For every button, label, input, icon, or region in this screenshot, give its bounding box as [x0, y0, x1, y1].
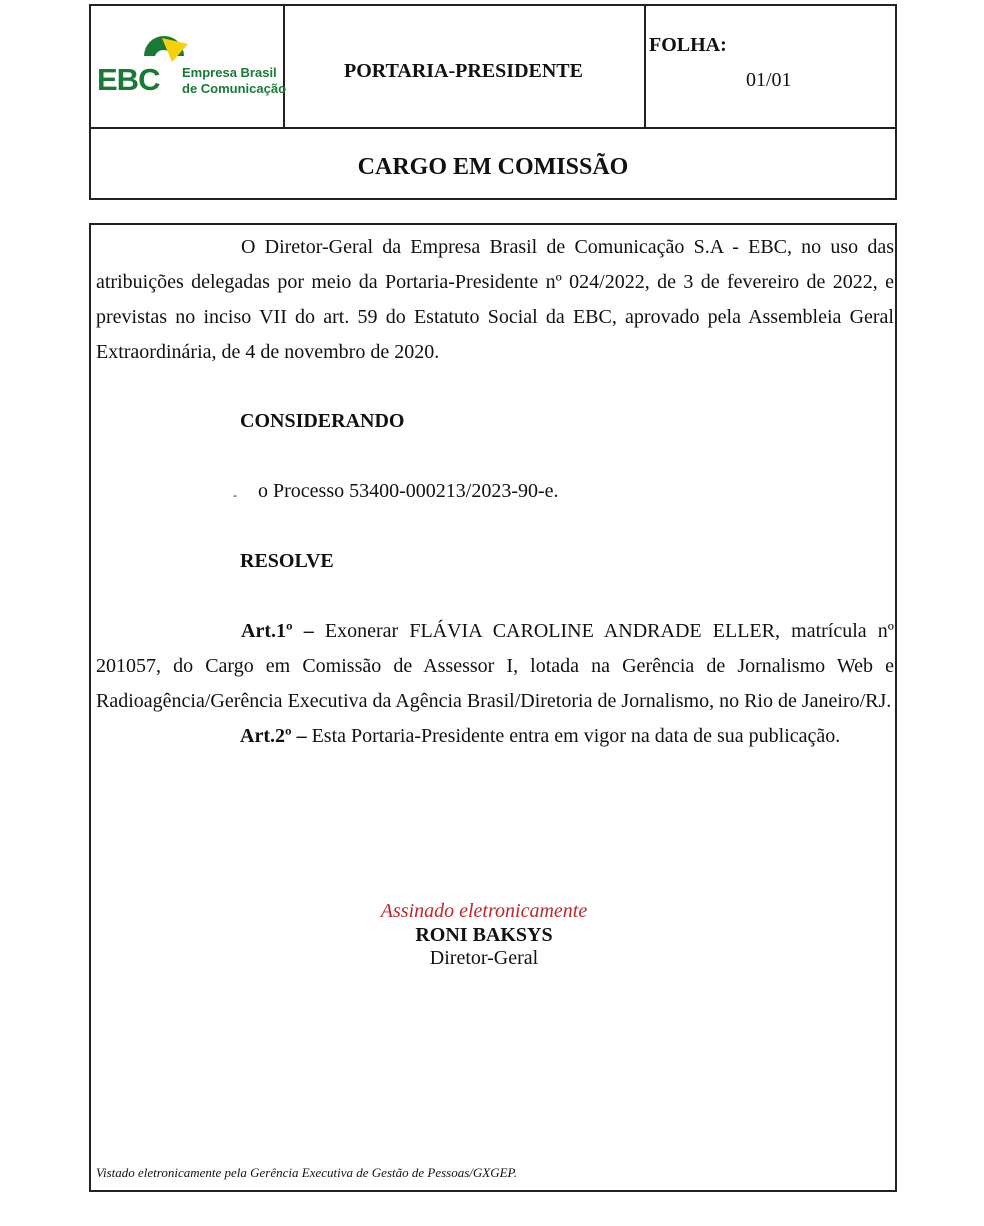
- resolve-heading: RESOLVE: [240, 550, 334, 572]
- preamble-paragraph: O Diretor-Geral da Empresa Brasil de Comunicação S.A - EBC, no uso das atribuições delegadas por meio da Portaria-Presidente nº 024/2022, de 3 de fevereiro de 2022, e previstas no inciso VII do art. 59 do Estatuto Social da EBC, aprovado pela Assembleia Geral Extraordinária, de 4 de novembro de 2020.: [96, 236, 894, 363]
- logo-cell: [91, 6, 285, 127]
- article-1-label: Art.1º –: [241, 620, 314, 642]
- cargo-title: CARGO EM COMISSÃO: [357, 154, 629, 180]
- list-item: o Processo 53400-000213/2023-90-e.: [258, 480, 559, 502]
- logo-line2: de Comunicação: [182, 81, 287, 96]
- logo-abbr: EBC: [97, 62, 160, 97]
- article-1: [96, 614, 894, 719]
- footer-note: Vistado eletronicamente pela Gerência Executiva de Gestão de Pessoas/GXGEP.: [96, 1165, 518, 1180]
- signer-name: RONI BAKSYS: [415, 924, 553, 946]
- ebc-logo: [96, 36, 287, 102]
- folha-label: FOLHA:: [649, 34, 727, 56]
- folha-cell: [644, 6, 895, 127]
- list-dash: -: [233, 488, 237, 502]
- article-2: [240, 719, 840, 754]
- signed-electronically: Assinado eletronicamente: [380, 900, 588, 922]
- considerando-heading: CONSIDERANDO: [240, 410, 405, 432]
- article-2-text: Esta Portaria-Presidente entra em vigor na data de sua publicação.: [311, 725, 841, 747]
- portaria-title: PORTARIA-PRESIDENTE: [344, 60, 583, 82]
- title-cell: [283, 6, 646, 127]
- article-1-text: Exonerar FLÁVIA CAROLINE ANDRADE ELLER, matrícula nº 201057, do Cargo em Comissão de Assessor I, lotada na Gerência de Jornalismo Web e Radioagência/Gerência Executiva da Agência Brasil/Diretoria de Jornalismo, no Rio de Janeiro/RJ.: [96, 620, 894, 712]
- logo-line1: Empresa Brasil: [182, 65, 277, 80]
- signer-role: Diretor-Geral: [429, 947, 539, 969]
- article-2-label: Art.2º –: [240, 725, 307, 747]
- document-header: [89, 4, 897, 200]
- folha-value: 01/01: [746, 69, 792, 91]
- document-body: [89, 223, 897, 1192]
- header-top-row: [91, 6, 895, 129]
